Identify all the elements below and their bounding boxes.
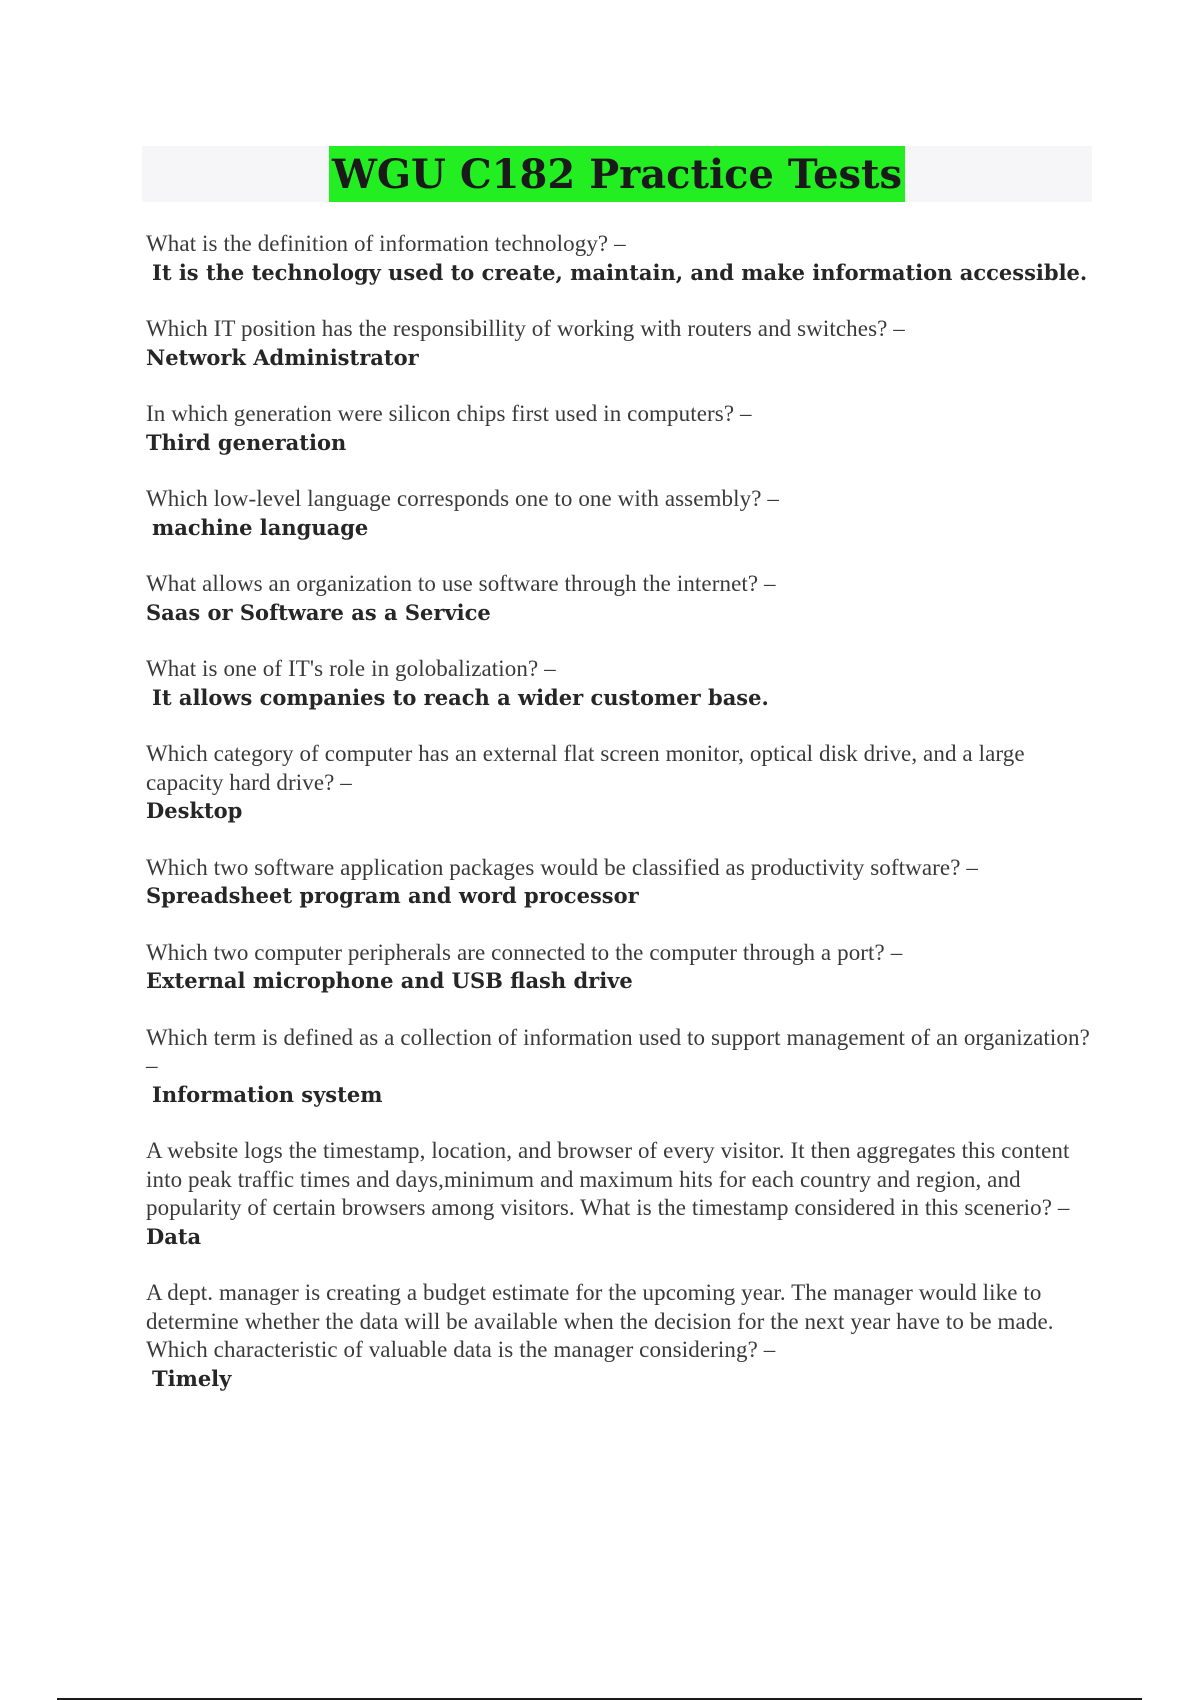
qa-item-9 — [146, 939, 1096, 996]
answer-text: Timely — [152, 1365, 232, 1391]
answer-text: machine language — [152, 514, 369, 540]
question-text: A dept. manager is creating a budget estimate for the upcoming year. The manager would like to determine whether the data will be available when the decision for the next year have to be made. Which characteristic of valuable data is the manager considering? – — [146, 1280, 1054, 1362]
question-text: Which term is defined as a collection of information used to support management of an organization? – — [146, 1024, 1090, 1078]
qa-item-12 — [146, 1279, 1096, 1393]
qa-item-1 — [146, 230, 1096, 287]
answer-text: Desktop — [146, 798, 243, 823]
answer-text: Information system — [152, 1081, 383, 1107]
page-title: WGU C182 Practice Tests — [329, 146, 905, 202]
question-text: Which two computer peripherals are connected to the computer through a port? – — [146, 939, 903, 965]
question-text: What is one of IT's role in golobalization? – — [146, 656, 556, 681]
qa-item-8 — [146, 854, 1096, 911]
question-text: In which generation were silicon chips first used in computers? – — [146, 401, 752, 426]
question-text: Which low-level language corresponds one to one with assembly? – — [146, 486, 779, 511]
question-text: Which category of computer has an external flat screen monitor, optical disk drive, and a large capacity hard drive? – — [146, 741, 1025, 795]
qa-item-5 — [146, 570, 1096, 627]
qa-item-10 — [146, 1024, 1096, 1110]
answer-text: Third generation — [146, 429, 347, 455]
question-text: Which two software application packages would be classified as productivity software? – — [146, 854, 978, 880]
qa-item-2 — [146, 315, 1096, 372]
answer-text: Data — [146, 1223, 202, 1249]
qa-item-4 — [146, 485, 1096, 542]
question-text: What is the definition of information technology? – — [146, 231, 626, 256]
question-text: Which IT position has the responsibillity of working with routers and switches? – — [146, 316, 905, 341]
answer-text: External microphone and USB flash drive — [146, 968, 633, 993]
qa-list — [146, 230, 1096, 1421]
answer-text: It is the technology used to create, maintain, and make information accessible. — [152, 259, 1088, 285]
answer-text: It allows companies to reach a wider customer base. — [152, 684, 769, 710]
qa-item-7 — [146, 740, 1096, 826]
question-text: A website logs the timestamp, location, and browser of every visitor. It then aggregates this content into peak traffic times and days,minimum and maximum hits for each country and region, and popularity of certain browsers among visitors. What is the timestamp considered in this scenerio? – — [146, 1138, 1070, 1220]
answer-text: Spreadsheet program and word processor — [146, 883, 639, 908]
qa-item-6 — [146, 655, 1096, 712]
qa-item-11 — [146, 1137, 1096, 1251]
answer-text: Network Administrator — [146, 344, 419, 370]
answer-text: Saas or Software as a Service — [146, 599, 491, 625]
question-text: What allows an organization to use software through the internet? – — [146, 571, 776, 596]
qa-item-3 — [146, 400, 1096, 457]
title-band — [142, 146, 1092, 202]
